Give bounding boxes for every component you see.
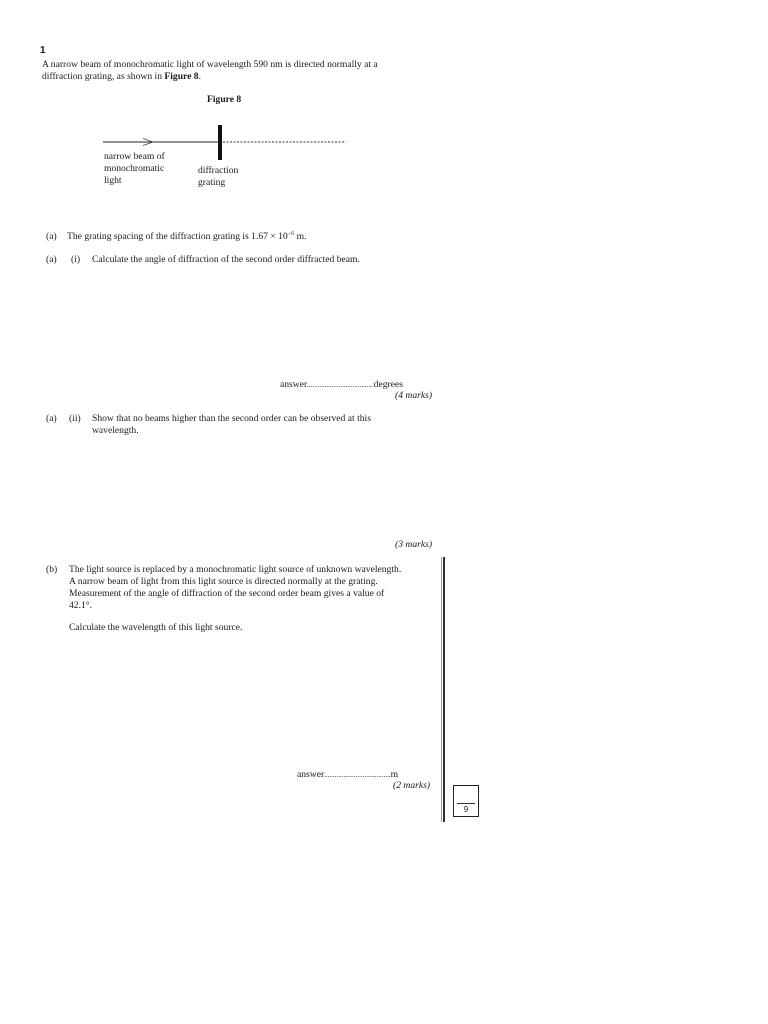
margin-line-thick [443, 557, 445, 822]
score-total: 9 [463, 805, 469, 814]
part-b-line-3: Measurement of the angle of diffraction of the second order beam gives a value of [69, 588, 385, 599]
beam-label-line: monochromatic [104, 163, 165, 174]
answer-label: answer [297, 769, 325, 780]
answer-unit: m [390, 769, 399, 780]
marks-a-ii: (3 marks) [395, 539, 433, 550]
part-a-i-text: Calculate the angle of diffraction of the second order diffracted beam. [92, 254, 360, 265]
part-a-ii-text-2: wavelength. [92, 425, 139, 436]
score-box [453, 785, 479, 817]
grating-label-line: grating [198, 177, 226, 188]
part-a-stem-text [67, 231, 306, 243]
score-divider [457, 803, 475, 804]
marks-b: (2 marks) [393, 780, 431, 791]
figure-reference: Figure 8 [164, 71, 199, 82]
part-a-i-label: (a) [46, 254, 57, 265]
question-number: 1 [40, 45, 46, 56]
grating-label [198, 165, 238, 189]
answer-blank[interactable]: ...................................... [307, 381, 374, 389]
beam-label [104, 151, 165, 187]
part-b-instruction: Calculate the wavelength of this light source. [69, 622, 243, 633]
intro-text: diffraction grating, as shown in [42, 71, 165, 82]
unit-text: m. [294, 231, 307, 242]
grating-bar [218, 125, 222, 160]
answer-unit: degrees [373, 379, 403, 390]
beam-label-line: narrow beam of [104, 151, 165, 162]
margin-line-thin [441, 557, 442, 822]
answer-blank[interactable]: ...................................... [324, 771, 391, 779]
part-a-label: (a) [46, 231, 57, 242]
part-b-label: (b) [46, 564, 58, 575]
part-a-i-sublabel: (i) [71, 254, 81, 265]
intro-punct: . [198, 71, 201, 82]
answer-label: answer [280, 379, 308, 390]
part-b-line-4: 42.1°. [69, 600, 93, 611]
intro-line-1: A narrow beam of monochromatic light of wavelength 590 nm is directed normally at a [42, 59, 378, 70]
part-a-ii-label: (a) [46, 413, 57, 424]
part-a-ii-sublabel: (ii) [69, 413, 81, 424]
grating-spacing-text: The grating spacing of the diffraction grating is 1.67 × 10 [67, 231, 288, 242]
answer-line-degrees[interactable] [280, 379, 403, 391]
part-a-ii-text-1: Show that no beams higher than the second order can be observed at this [92, 413, 371, 424]
figure-title: Figure 8 [207, 94, 242, 105]
grating-label-line: diffraction [198, 165, 239, 176]
beam-label-line: light [104, 175, 122, 186]
part-b-line-2: A narrow beam of light from this light source is directed normally at the grating. [69, 576, 378, 587]
part-b-line-1: The light source is replaced by a monochromatic light source of unknown wavelength. [69, 564, 402, 575]
marks-a-i: (4 marks) [395, 390, 433, 401]
answer-line-metres[interactable] [297, 769, 398, 781]
exponent: −6 [287, 231, 295, 237]
